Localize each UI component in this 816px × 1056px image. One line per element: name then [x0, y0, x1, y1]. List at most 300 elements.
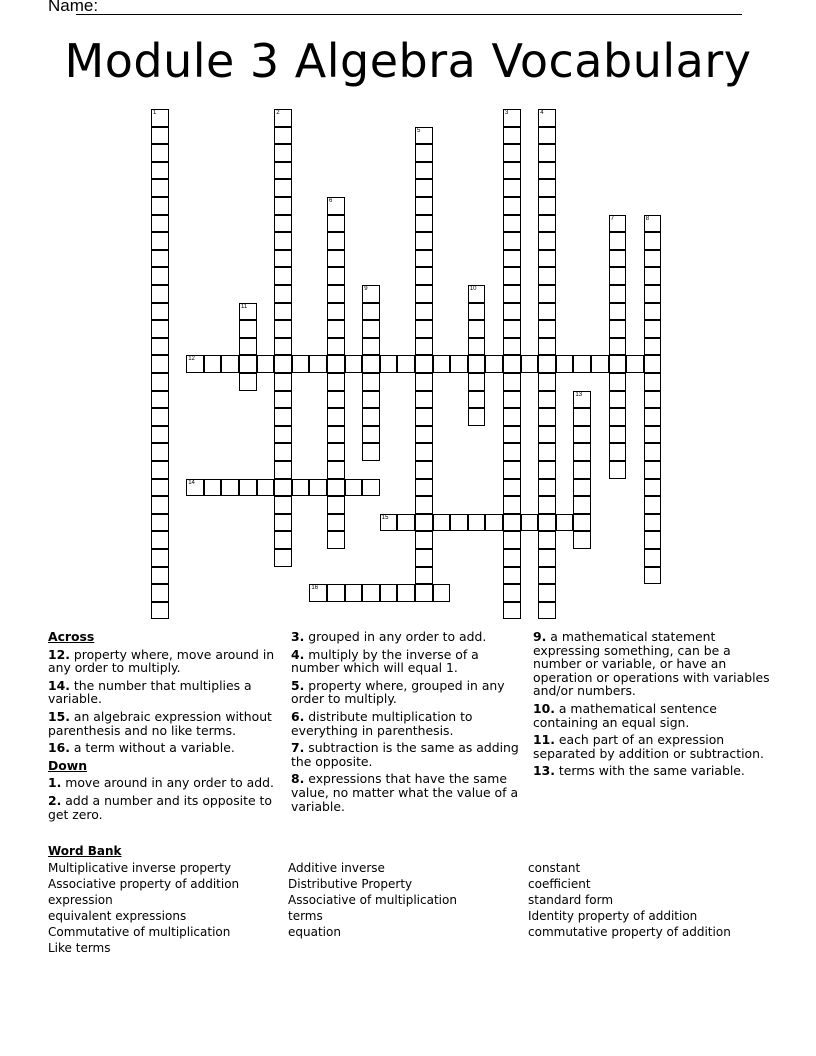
grid-cell[interactable] — [538, 285, 556, 303]
grid-cell[interactable] — [468, 514, 486, 532]
grid-cell[interactable] — [151, 355, 169, 373]
grid-cell[interactable] — [433, 514, 451, 532]
grid-cell[interactable] — [415, 496, 433, 514]
grid-cell[interactable] — [538, 250, 556, 268]
grid-cell[interactable] — [538, 531, 556, 549]
grid-cell[interactable] — [538, 320, 556, 338]
grid-cell[interactable] — [151, 584, 169, 602]
grid-cell[interactable] — [503, 179, 521, 197]
grid-cell[interactable] — [415, 373, 433, 391]
grid-cell[interactable] — [415, 127, 433, 145]
grid-cell[interactable] — [415, 408, 433, 426]
grid-cell[interactable] — [644, 320, 662, 338]
grid-cell[interactable] — [362, 373, 380, 391]
grid-cell[interactable] — [239, 373, 257, 391]
grid-cell[interactable] — [503, 479, 521, 497]
grid-cell[interactable] — [151, 549, 169, 567]
grid-cell[interactable] — [239, 355, 257, 373]
grid-cell[interactable] — [538, 355, 556, 373]
grid-cell[interactable] — [327, 285, 345, 303]
grid-cell[interactable] — [309, 584, 327, 602]
grid-cell[interactable] — [327, 496, 345, 514]
grid-cell[interactable] — [415, 531, 433, 549]
grid-cell[interactable] — [151, 426, 169, 444]
grid-cell[interactable] — [415, 443, 433, 461]
grid-cell[interactable] — [362, 584, 380, 602]
grid-cell[interactable] — [538, 549, 556, 567]
grid-cell[interactable] — [204, 355, 222, 373]
grid-cell[interactable] — [151, 514, 169, 532]
grid-cell[interactable] — [609, 303, 627, 321]
grid-cell[interactable] — [644, 355, 662, 373]
grid-cell[interactable] — [644, 531, 662, 549]
clue-number-label: 13. — [533, 763, 555, 779]
grid-cell[interactable] — [415, 303, 433, 321]
grid-cell[interactable] — [327, 408, 345, 426]
clue-text: subtraction is the same as adding the opposite. — [291, 740, 519, 769]
word-bank-column-3 — [528, 860, 731, 940]
grid-cell[interactable] — [274, 109, 292, 127]
grid-cell[interactable] — [468, 391, 486, 409]
grid-cell[interactable] — [503, 109, 521, 127]
grid-cell[interactable] — [151, 197, 169, 215]
grid-cell[interactable] — [151, 461, 169, 479]
grid-cell[interactable] — [151, 162, 169, 180]
grid-cell[interactable] — [503, 127, 521, 145]
grid-cell[interactable] — [274, 373, 292, 391]
grid-cell[interactable] — [380, 355, 398, 373]
grid-cell[interactable] — [573, 496, 591, 514]
grid-cell[interactable] — [292, 355, 310, 373]
grid-cell[interactable] — [345, 355, 363, 373]
grid-cell[interactable] — [204, 479, 222, 497]
grid-cell[interactable] — [151, 109, 169, 127]
grid-cell[interactable] — [468, 408, 486, 426]
grid-cell[interactable] — [433, 355, 451, 373]
grid-cell[interactable] — [538, 408, 556, 426]
grid-cell[interactable] — [239, 303, 257, 321]
grid-cell[interactable] — [503, 232, 521, 250]
grid-cell[interactable] — [538, 144, 556, 162]
grid-cell[interactable] — [274, 408, 292, 426]
grid-cell[interactable] — [644, 215, 662, 233]
grid-cell[interactable] — [556, 355, 574, 373]
grid-cell[interactable] — [274, 514, 292, 532]
clue-number: 8 — [645, 215, 650, 222]
grid-cell[interactable] — [309, 355, 327, 373]
grid-cell[interactable] — [151, 408, 169, 426]
grid-cell[interactable] — [644, 285, 662, 303]
grid-cell[interactable] — [415, 567, 433, 585]
clue-text: multiply by the inverse of a number which will equal 1. — [291, 646, 479, 676]
grid-cell[interactable] — [609, 443, 627, 461]
grid-cell[interactable] — [538, 391, 556, 409]
grid-cell[interactable] — [274, 215, 292, 233]
clue-item — [291, 741, 523, 768]
grid-cell[interactable] — [415, 514, 433, 532]
grid-cell[interactable] — [503, 250, 521, 268]
grid-cell[interactable] — [274, 179, 292, 197]
grid-cell[interactable] — [274, 426, 292, 444]
grid-cell[interactable] — [274, 531, 292, 549]
clue-text: move around in any order to add. — [61, 775, 274, 791]
grid-cell[interactable] — [274, 267, 292, 285]
grid-cell[interactable] — [327, 391, 345, 409]
word-bank-column-2 — [288, 860, 457, 940]
grid-cell[interactable] — [503, 391, 521, 409]
grid-cell[interactable] — [151, 303, 169, 321]
grid-cell[interactable] — [503, 320, 521, 338]
grid-cell[interactable] — [521, 514, 539, 532]
grid-cell[interactable] — [151, 391, 169, 409]
grid-cell[interactable] — [609, 373, 627, 391]
grid-cell[interactable] — [503, 602, 521, 620]
grid-cell[interactable] — [327, 250, 345, 268]
grid-cell[interactable] — [415, 197, 433, 215]
grid-cell[interactable] — [644, 549, 662, 567]
clue-number-label: 5. — [291, 677, 305, 693]
grid-cell[interactable] — [415, 584, 433, 602]
grid-cell[interactable] — [362, 355, 380, 373]
grid-cell[interactable] — [503, 567, 521, 585]
grid-cell[interactable] — [151, 602, 169, 620]
grid-cell[interactable] — [151, 215, 169, 233]
grid-cell[interactable] — [538, 267, 556, 285]
grid-cell[interactable] — [538, 109, 556, 127]
grid-cell[interactable] — [573, 443, 591, 461]
grid-cell[interactable] — [239, 320, 257, 338]
grid-cell[interactable] — [415, 426, 433, 444]
grid-cell[interactable] — [415, 479, 433, 497]
grid-cell[interactable] — [538, 443, 556, 461]
grid-cell[interactable] — [362, 479, 380, 497]
grid-cell[interactable] — [186, 355, 204, 373]
word-bank-item: constant — [528, 861, 581, 875]
grid-cell[interactable] — [503, 144, 521, 162]
grid-cell[interactable] — [468, 303, 486, 321]
clue-number: 2 — [276, 110, 280, 116]
grid-cell[interactable] — [239, 338, 257, 356]
grid-cell[interactable] — [186, 479, 204, 497]
grid-cell[interactable] — [274, 127, 292, 145]
grid-cell[interactable] — [644, 232, 662, 250]
grid-cell[interactable] — [415, 549, 433, 567]
grid-cell[interactable] — [362, 443, 380, 461]
grid-cell[interactable] — [609, 232, 627, 250]
clue-number: 1 — [153, 110, 157, 116]
clue-number-label: 11. — [533, 732, 555, 748]
grid-cell[interactable] — [274, 461, 292, 479]
grid-cell[interactable] — [644, 514, 662, 532]
grid-cell[interactable] — [151, 144, 169, 162]
grid-cell[interactable] — [503, 496, 521, 514]
grid-cell[interactable] — [380, 584, 398, 602]
grid-cell[interactable] — [644, 426, 662, 444]
grid-cell[interactable] — [327, 426, 345, 444]
grid-cell[interactable] — [151, 127, 169, 145]
grid-cell[interactable] — [327, 267, 345, 285]
clue-text: a mathematical sentence containing an equal sign. — [533, 700, 717, 730]
grid-cell[interactable] — [503, 215, 521, 233]
word-bank-item: Additive inverse — [288, 861, 385, 875]
grid-cell[interactable] — [274, 496, 292, 514]
grid-cell[interactable] — [151, 479, 169, 497]
grid-cell[interactable] — [151, 496, 169, 514]
grid-cell[interactable] — [503, 267, 521, 285]
clue-text: a term without a variable. — [69, 740, 235, 756]
grid-cell[interactable] — [327, 531, 345, 549]
grid-cell[interactable] — [538, 426, 556, 444]
grid-cell[interactable] — [609, 391, 627, 409]
grid-cell[interactable] — [397, 355, 415, 373]
grid-cell[interactable] — [151, 338, 169, 356]
grid-cell[interactable] — [327, 215, 345, 233]
grid-cell[interactable] — [644, 391, 662, 409]
grid-cell[interactable] — [503, 162, 521, 180]
grid-cell[interactable] — [573, 426, 591, 444]
grid-cell[interactable] — [397, 584, 415, 602]
grid-cell[interactable] — [221, 355, 239, 373]
grid-cell[interactable] — [415, 144, 433, 162]
grid-cell[interactable] — [151, 320, 169, 338]
grid-cell[interactable] — [274, 355, 292, 373]
grid-cell[interactable] — [415, 285, 433, 303]
grid-cell[interactable] — [538, 162, 556, 180]
grid-cell[interactable] — [503, 584, 521, 602]
grid-cell[interactable] — [345, 584, 363, 602]
grid-cell[interactable] — [644, 443, 662, 461]
grid-cell[interactable] — [380, 514, 398, 532]
grid-cell[interactable] — [538, 197, 556, 215]
grid-cell[interactable] — [415, 179, 433, 197]
word-bank-item: Associative of multiplication — [288, 893, 457, 907]
grid-cell[interactable] — [151, 267, 169, 285]
grid-cell[interactable] — [609, 338, 627, 356]
grid-cell[interactable] — [450, 514, 468, 532]
grid-cell[interactable] — [274, 144, 292, 162]
clue-number-label: 9. — [533, 629, 547, 644]
grid-cell[interactable] — [415, 391, 433, 409]
grid-cell[interactable] — [644, 338, 662, 356]
grid-cell[interactable] — [415, 461, 433, 479]
grid-cell[interactable] — [468, 355, 486, 373]
grid-cell[interactable] — [626, 355, 644, 373]
grid-cell[interactable] — [538, 303, 556, 321]
grid-cell[interactable] — [538, 215, 556, 233]
grid-cell[interactable] — [274, 549, 292, 567]
grid-cell[interactable] — [274, 162, 292, 180]
grid-cell[interactable] — [274, 197, 292, 215]
grid-cell[interactable] — [609, 355, 627, 373]
grid-cell[interactable] — [573, 391, 591, 409]
grid-cell[interactable] — [327, 443, 345, 461]
grid-cell[interactable] — [503, 549, 521, 567]
grid-cell[interactable] — [644, 496, 662, 514]
grid-cell[interactable] — [151, 373, 169, 391]
grid-cell[interactable] — [644, 479, 662, 497]
grid-cell[interactable] — [151, 443, 169, 461]
grid-cell[interactable] — [573, 461, 591, 479]
grid-cell[interactable] — [274, 320, 292, 338]
grid-cell[interactable] — [274, 232, 292, 250]
grid-cell[interactable] — [450, 355, 468, 373]
grid-cell[interactable] — [503, 303, 521, 321]
grid-cell[interactable] — [538, 496, 556, 514]
grid-cell[interactable] — [485, 355, 503, 373]
grid-cell[interactable] — [327, 303, 345, 321]
clue-text: the number that multiplies a variable. — [48, 677, 252, 707]
grid-cell[interactable] — [503, 285, 521, 303]
grid-cell[interactable] — [609, 285, 627, 303]
grid-cell[interactable] — [362, 426, 380, 444]
grid-cell[interactable] — [362, 320, 380, 338]
grid-cell[interactable] — [556, 514, 574, 532]
grid-cell[interactable] — [327, 338, 345, 356]
grid-cell[interactable] — [151, 285, 169, 303]
grid-cell[interactable] — [468, 285, 486, 303]
grid-cell[interactable] — [221, 479, 239, 497]
grid-cell[interactable] — [538, 232, 556, 250]
clue-number: 14 — [188, 479, 195, 486]
grid-cell[interactable] — [362, 338, 380, 356]
grid-cell[interactable] — [397, 514, 415, 532]
grid-cell[interactable] — [327, 320, 345, 338]
grid-cell[interactable] — [538, 127, 556, 145]
grid-cell[interactable] — [468, 338, 486, 356]
grid-cell[interactable] — [609, 320, 627, 338]
grid-cell[interactable] — [503, 461, 521, 479]
grid-cell[interactable] — [327, 461, 345, 479]
grid-cell[interactable] — [274, 250, 292, 268]
grid-cell[interactable] — [644, 373, 662, 391]
grid-cell[interactable] — [151, 250, 169, 268]
grid-cell[interactable] — [274, 338, 292, 356]
grid-cell[interactable] — [609, 461, 627, 479]
grid-cell[interactable] — [327, 232, 345, 250]
grid-cell[interactable] — [362, 303, 380, 321]
grid-cell[interactable] — [521, 355, 539, 373]
grid-cell[interactable] — [415, 250, 433, 268]
grid-cell[interactable] — [538, 461, 556, 479]
grid-cell[interactable] — [327, 584, 345, 602]
grid-cell[interactable] — [573, 514, 591, 532]
grid-cell[interactable] — [327, 514, 345, 532]
clue-item — [48, 679, 280, 706]
grid-cell[interactable] — [644, 567, 662, 585]
grid-cell[interactable] — [538, 602, 556, 620]
grid-cell[interactable] — [609, 408, 627, 426]
grid-cell[interactable] — [644, 461, 662, 479]
grid-cell[interactable] — [415, 355, 433, 373]
grid-cell[interactable] — [292, 479, 310, 497]
grid-cell[interactable] — [503, 426, 521, 444]
grid-cell[interactable] — [573, 479, 591, 497]
grid-cell[interactable] — [415, 232, 433, 250]
grid-cell[interactable] — [345, 479, 363, 497]
grid-cell[interactable] — [573, 355, 591, 373]
grid-cell[interactable] — [503, 355, 521, 373]
grid-cell[interactable] — [257, 355, 275, 373]
grid-cell[interactable] — [468, 320, 486, 338]
grid-cell[interactable] — [151, 567, 169, 585]
grid-cell[interactable] — [415, 338, 433, 356]
grid-cell[interactable] — [274, 391, 292, 409]
grid-cell[interactable] — [327, 479, 345, 497]
grid-cell[interactable] — [609, 215, 627, 233]
grid-cell[interactable] — [591, 355, 609, 373]
grid-cell[interactable] — [609, 267, 627, 285]
grid-cell[interactable] — [503, 408, 521, 426]
grid-cell[interactable] — [573, 408, 591, 426]
grid-cell[interactable] — [644, 267, 662, 285]
clue-number-label: 15. — [48, 708, 70, 724]
grid-cell[interactable] — [503, 338, 521, 356]
grid-cell[interactable] — [327, 355, 345, 373]
across-header: Across — [48, 629, 95, 644]
word-bank-item: equivalent expressions — [48, 909, 187, 923]
grid-cell[interactable] — [433, 584, 451, 602]
grid-cell[interactable] — [362, 391, 380, 409]
grid-cell[interactable] — [274, 285, 292, 303]
grid-cell[interactable] — [609, 250, 627, 268]
grid-cell[interactable] — [538, 584, 556, 602]
grid-cell[interactable] — [415, 162, 433, 180]
clue-item — [533, 702, 771, 729]
grid-cell[interactable] — [503, 531, 521, 549]
grid-cell[interactable] — [538, 338, 556, 356]
grid-cell[interactable] — [327, 197, 345, 215]
grid-cell[interactable] — [538, 567, 556, 585]
grid-cell[interactable] — [415, 320, 433, 338]
grid-cell[interactable] — [503, 373, 521, 391]
clue-number: 4 — [540, 110, 544, 116]
grid-cell[interactable] — [151, 232, 169, 250]
grid-cell[interactable] — [503, 443, 521, 461]
grid-cell[interactable] — [573, 531, 591, 549]
grid-cell[interactable] — [327, 373, 345, 391]
grid-cell[interactable] — [257, 479, 275, 497]
grid-cell[interactable] — [538, 514, 556, 532]
grid-cell[interactable] — [468, 373, 486, 391]
clue-text: expressions that have the same value, no matter what the value of a variable. — [291, 771, 519, 814]
grid-cell[interactable] — [538, 479, 556, 497]
grid-cell[interactable] — [644, 408, 662, 426]
grid-cell[interactable] — [503, 514, 521, 532]
grid-cell[interactable] — [151, 179, 169, 197]
grid-cell[interactable] — [538, 179, 556, 197]
word-bank-column-1 — [48, 860, 239, 956]
clue-item — [48, 794, 280, 821]
grid-cell[interactable] — [309, 479, 327, 497]
grid-cell[interactable] — [274, 479, 292, 497]
clue-number: 3 — [505, 110, 509, 116]
grid-cell[interactable] — [151, 531, 169, 549]
grid-cell[interactable] — [239, 479, 257, 497]
grid-cell[interactable] — [609, 426, 627, 444]
clue-number: 10 — [469, 286, 477, 292]
grid-cell[interactable] — [644, 303, 662, 321]
grid-cell[interactable] — [538, 373, 556, 391]
grid-cell[interactable] — [415, 215, 433, 233]
grid-cell[interactable] — [274, 443, 292, 461]
grid-cell[interactable] — [274, 303, 292, 321]
grid-cell[interactable] — [485, 514, 503, 532]
grid-cell[interactable] — [644, 250, 662, 268]
grid-cell[interactable] — [503, 197, 521, 215]
grid-cell[interactable] — [362, 285, 380, 303]
grid-cell[interactable] — [415, 267, 433, 285]
grid-cell[interactable] — [362, 408, 380, 426]
